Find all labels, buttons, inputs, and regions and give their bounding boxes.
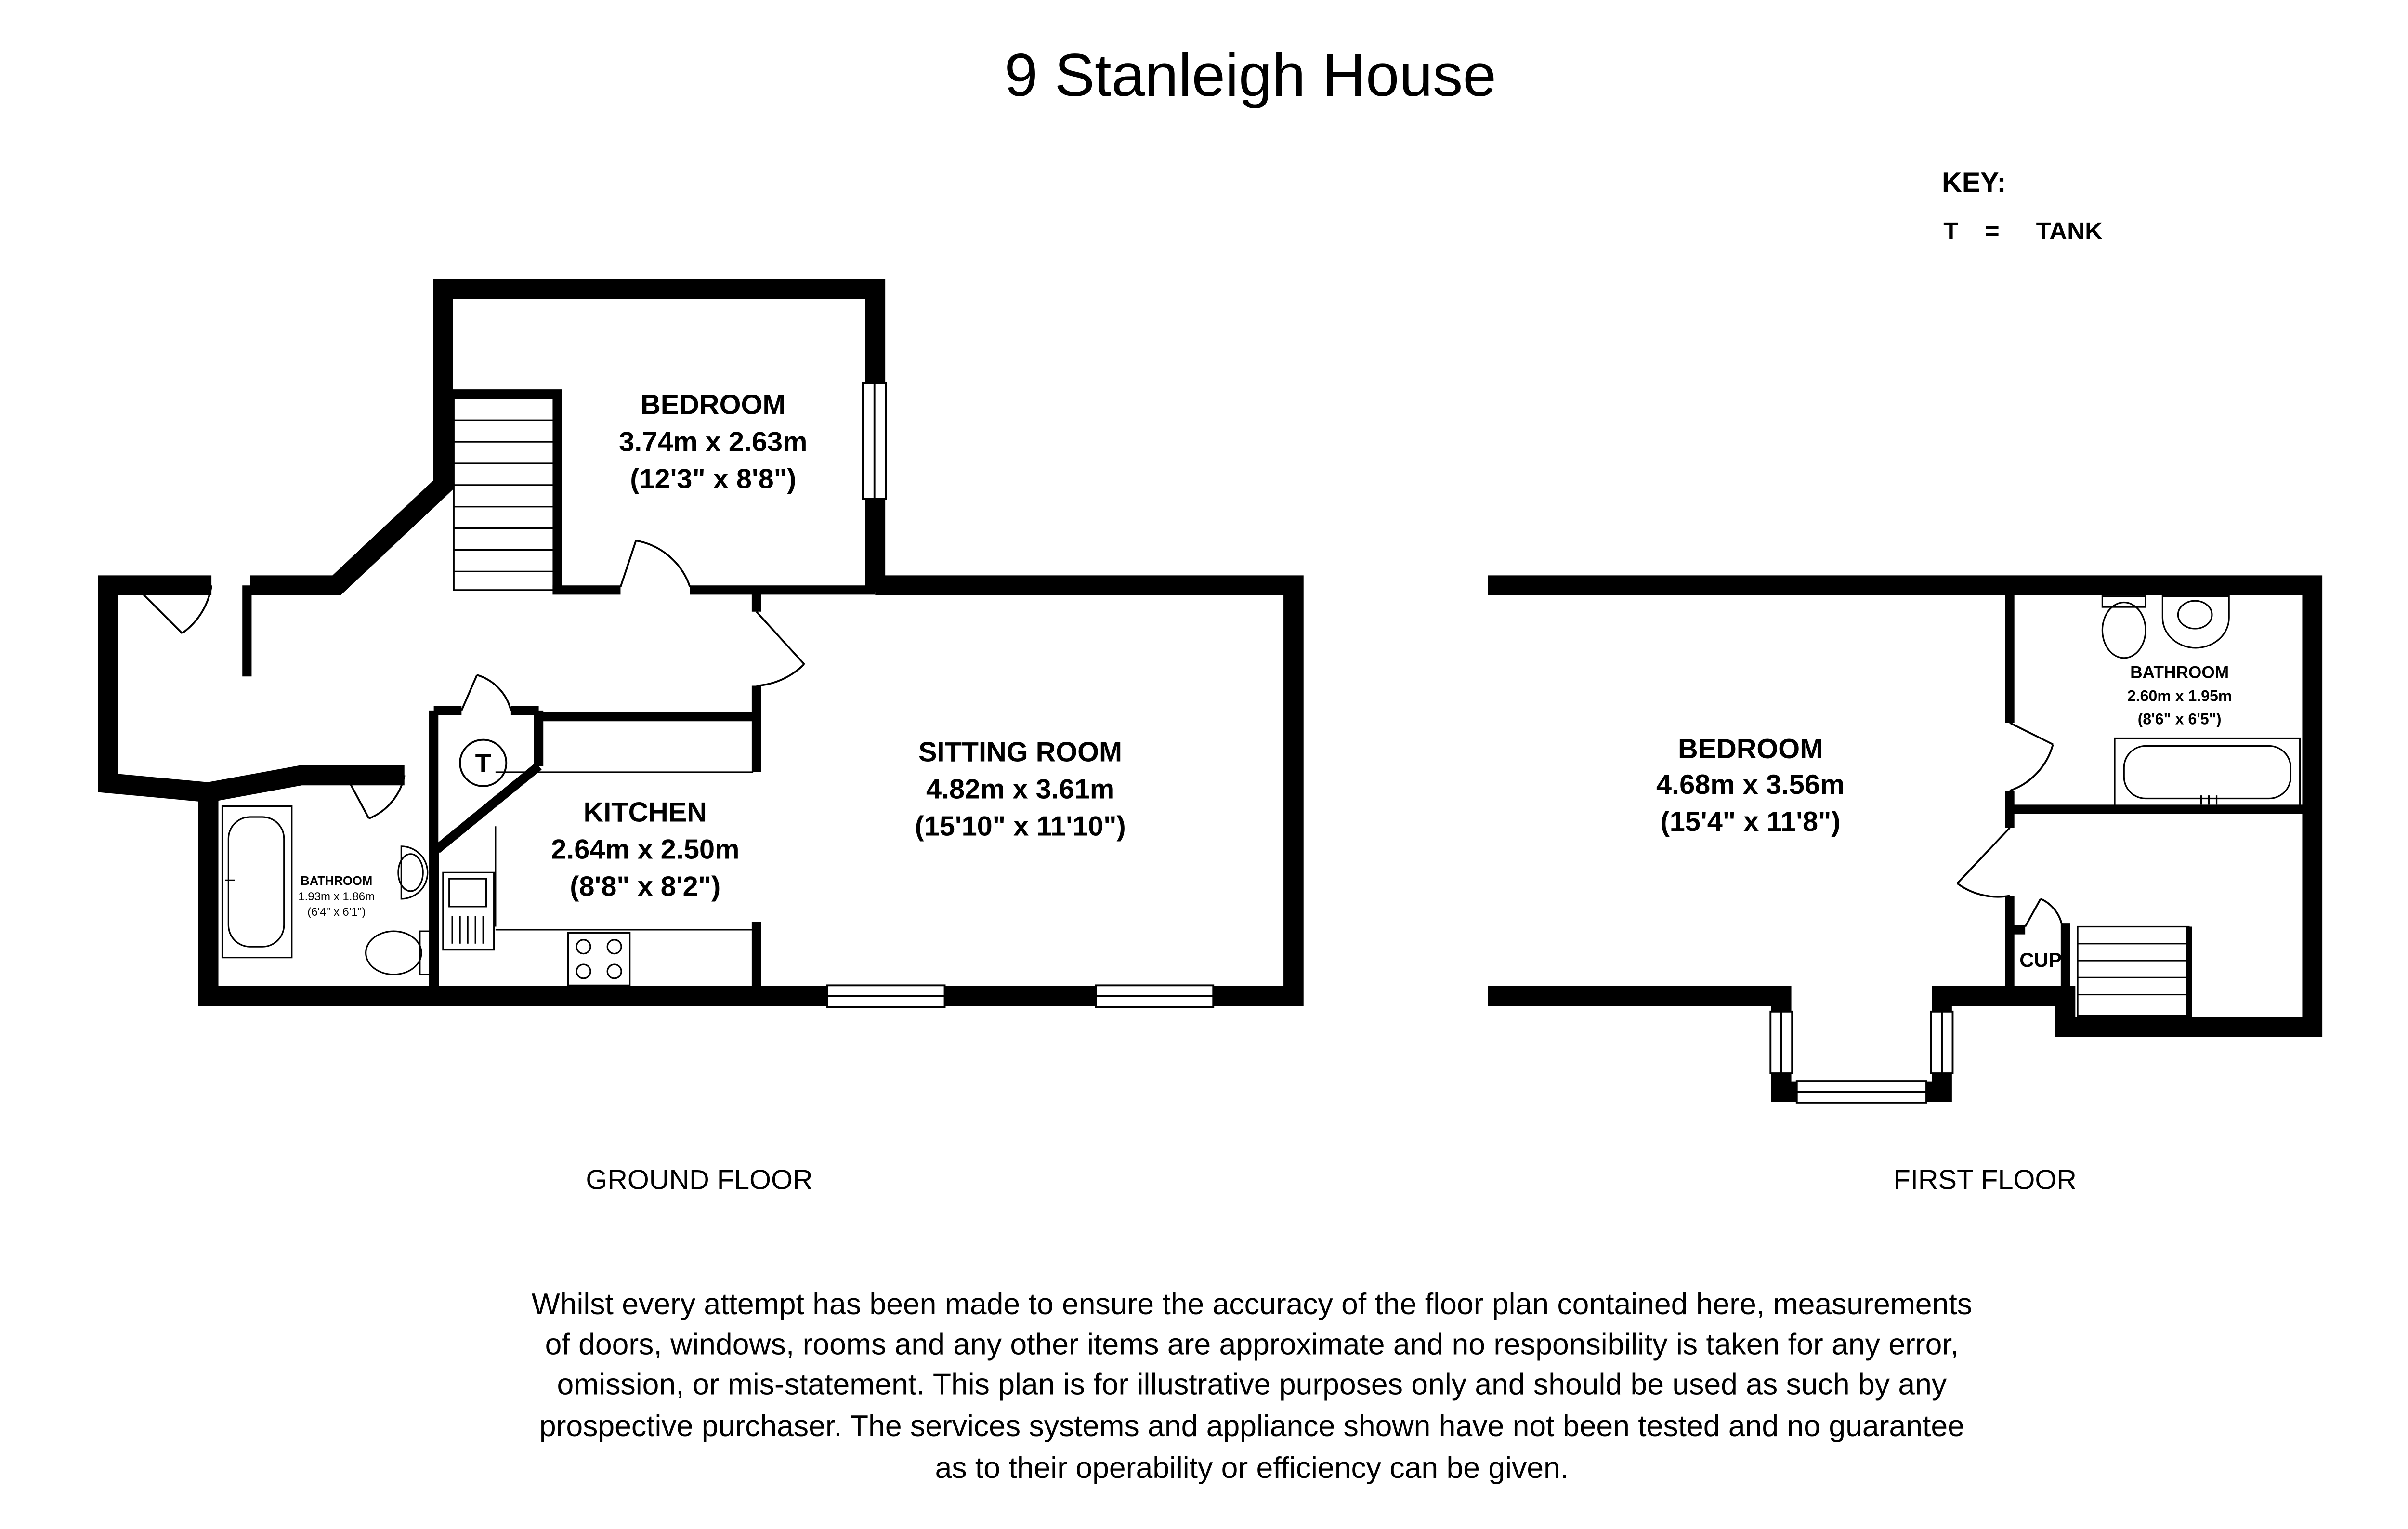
page-title: 9 Stanleigh House [1004,42,1496,109]
first-floor-plan [1488,585,2313,1195]
room-size-imperial: (6'4" x 6'1") [307,906,366,919]
room-name: BATHROOM [301,874,373,888]
room-label-kitchen [551,797,739,902]
room-size-metric: 2.60m x 1.95m [2127,687,2232,705]
room-size-imperial: (15'10" x 11'10") [915,811,1126,842]
room-label-bathroom-first [2127,663,2232,728]
key-symbol: T [1943,217,1959,245]
basin-icon [2162,596,2229,648]
room-size-imperial: (8'6" x 6'5") [2137,710,2222,728]
disclaimer-line: Whilst every attempt has been made to ensure the accuracy of the floor plan contained here, measurements [531,1287,1972,1321]
disclaimer [532,1287,1972,1485]
interior-walls [2010,590,2306,996]
toilet-icon [2102,596,2146,658]
room-label-bathroom-ground [298,874,375,919]
room-name: KITCHEN [583,797,707,828]
cupboard-label: CUP [2019,948,2062,971]
disclaimer-line: omission, or mis-statement. This plan is for illustrative purposes only and should be used as such by any [557,1367,1947,1401]
room-size-metric: 4.68m x 3.56m [1656,769,1845,800]
room-name: BATHROOM [2130,663,2229,682]
ground-doors [131,540,804,818]
sink-icon [443,872,494,949]
key-equals: = [1985,217,2000,245]
room-size-metric: 3.74m x 2.63m [619,426,808,458]
room-label-sitting-room [915,737,1125,842]
key-meaning: TANK [2036,217,2103,245]
room-label-bedroom-ground [619,389,807,494]
tank-symbol: T [475,749,491,778]
ground-floor-plan [108,289,1294,1196]
first-stairs [2078,927,2189,1016]
ground-stairs [454,398,554,590]
first-floor-label: FIRST FLOOR [1893,1164,2077,1196]
first-windows [1770,1012,1952,1103]
toilet-icon [366,931,431,975]
disclaimer-line: as to their operability or efficiency can be given. [935,1450,1569,1485]
room-name: SITTING ROOM [918,737,1123,768]
hob-icon [568,933,629,985]
disclaimer-line: of doors, windows, rooms and any other items are approximate and no responsibility is taken for any error, [545,1327,1959,1361]
room-size-metric: 1.93m x 1.86m [298,890,375,904]
room-size-imperial: (12'3" x 8'8") [630,463,797,495]
room-label-bedroom-first [1656,734,1845,837]
room-size-imperial: (8'8" x 8'2") [570,871,721,902]
room-size-metric: 4.82m x 3.61m [926,774,1115,805]
room-size-imperial: (15'4" x 11'8") [1660,806,1841,837]
ground-floor-label: GROUND FLOOR [586,1164,813,1196]
key-heading: KEY: [1942,167,2006,198]
room-name: BEDROOM [1677,734,1823,765]
room-name: BEDROOM [641,389,786,421]
bath-icon [2115,738,2300,806]
room-size-metric: 2.64m x 2.50m [551,834,740,865]
disclaimer-line: prospective purchaser. The services systems and appliance shown have not been tested and no guarantee [539,1409,1964,1443]
